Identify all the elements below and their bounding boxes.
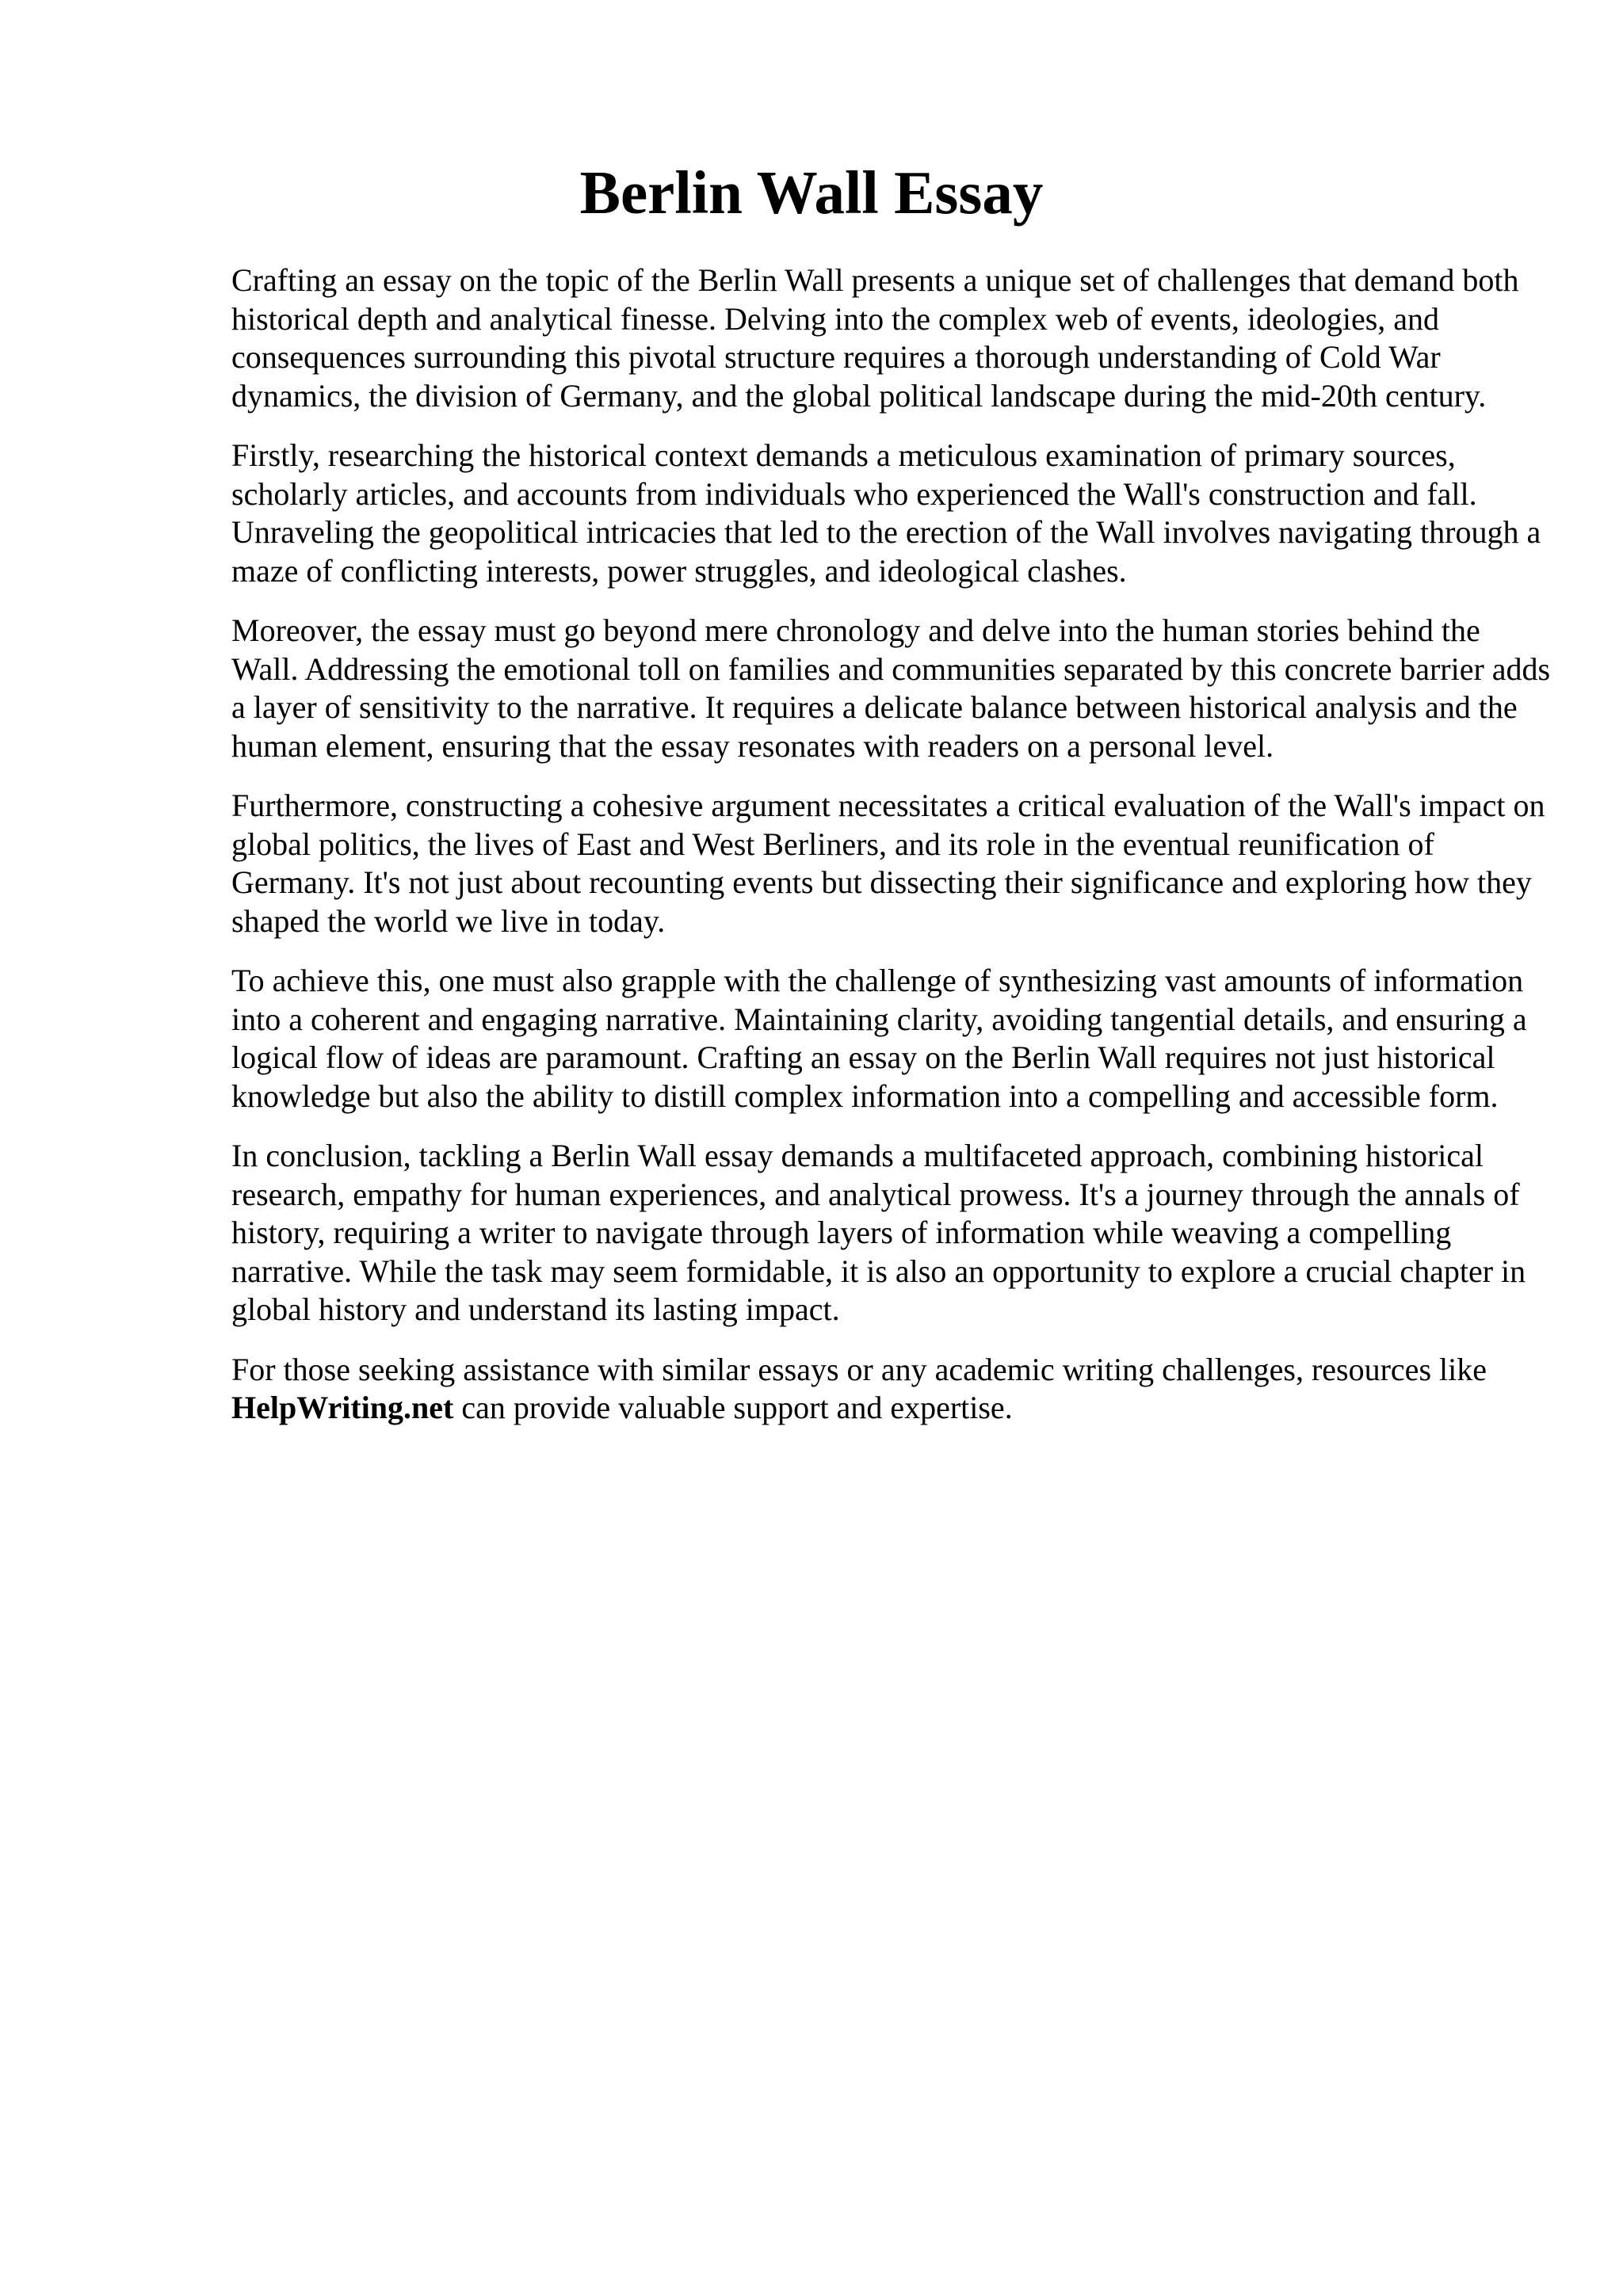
paragraph-argument: Furthermore, constructing a cohesive argument necessitates a critical evaluation of the Wall's impact on global politics, the lives of East and West Berliners, and its role in the eventual reunification of Germany. It's not just about recounting events but dissecting their significance and exploring how they shaped the world we live in today.	[231, 788, 1545, 939]
document-body	[231, 261, 1553, 1449]
brand-name: HelpWriting.net	[231, 1390, 454, 1425]
paragraph-human-stories: Moreover, the essay must go beyond mere chronology and delve into the human stories behind the Wall. Addressing the emotional toll on families and communities separated by this concrete barrier adds a layer of sensitivity to the narrative. It requires a delicate balance between historical analysis and the human element, ensuring that the essay resonates with readers on a personal level.	[231, 612, 1551, 764]
closing-tail-text: can provide valuable support and expertise.	[453, 1390, 1013, 1425]
paragraph-closing	[231, 1351, 1553, 1428]
paragraph-research: Firstly, researching the historical context demands a meticulous examination of primary sources, scholarly articles, and accounts from individuals who experienced the Wall's construction and fall. Unraveling the geopolitical intricacies that led to the erection of the Wall involves navigating through a maze of conflicting interests, power struggles, and ideological clashes.	[231, 437, 1541, 589]
paragraph-conclusion: In conclusion, tackling a Berlin Wall essay demands a multifaceted approach, combining historical research, empathy for human experiences, and analytical prowess. It's a journey through the annals of history, requiring a writer to navigate through layers of information while weaving a compelling narrative. While the task may seem formidable, it is also an opportunity to explore a crucial chapter in global history and understand its lasting impact.	[231, 1138, 1526, 1327]
paragraph-synthesis: To achieve this, one must also grapple with the challenge of synthesizing vast amounts of information into a coherent and engaging narrative. Maintaining clarity, avoiding tangential details, and ensuring a logical flow of ideas are paramount. Crafting an essay on the Berlin Wall requires not just historical knowledge but also the ability to distill complex information into a compelling and accessible form.	[231, 963, 1527, 1114]
document-title: Berlin Wall Essay	[579, 158, 1044, 227]
paragraph-intro: Crafting an essay on the topic of the Berlin Wall presents a unique set of challenges that demand both historical depth and analytical finesse. Delving into the complex web of events, ideologies, and consequences surrounding this pivotal structure requires a thorough understanding of Cold War dynamics, the division of Germany, and the global political landscape during the mid-20th century.	[231, 262, 1519, 414]
closing-lead-text: For those seeking assistance with similar essays or any academic writing challenges, resources like	[231, 1351, 1487, 1387]
